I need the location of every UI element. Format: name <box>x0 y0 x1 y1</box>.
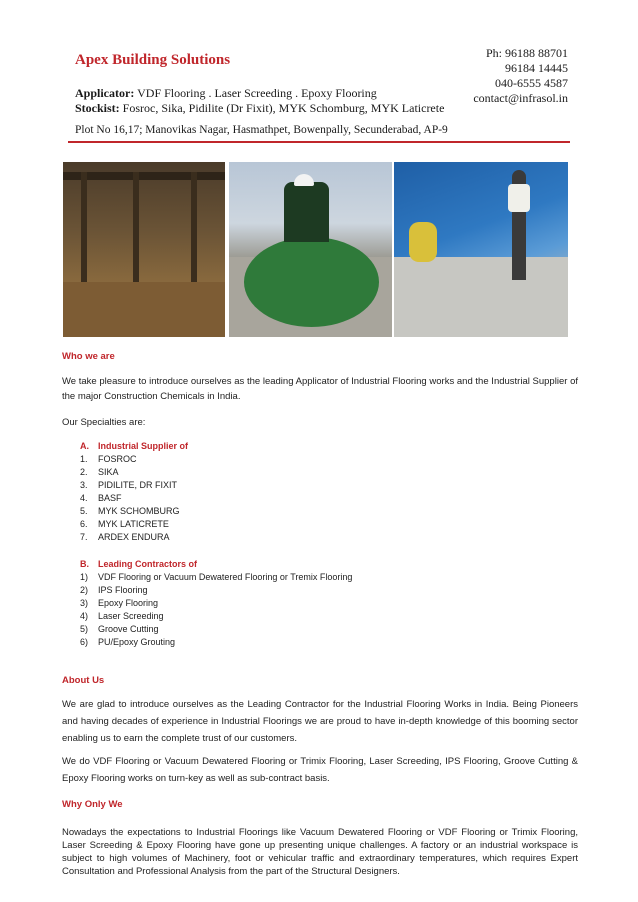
stockist-line <box>75 101 444 116</box>
list-text: SIKA <box>98 467 119 477</box>
supplier-list <box>80 440 188 544</box>
list-text: PU/Epoxy Grouting <box>98 637 176 647</box>
list-text: IPS Flooring <box>98 585 148 595</box>
photo-detail <box>294 174 314 186</box>
list-item <box>80 584 352 597</box>
photo-detail <box>81 172 87 292</box>
about-us-heading: About Us <box>62 675 105 686</box>
photo-power-trowel <box>229 162 392 337</box>
applicator-text: VDF Flooring . Laser Screeding . Epoxy Flooring <box>137 86 377 100</box>
list-item <box>80 597 352 610</box>
stockist-text: Fosroc, Sika, Pidilite (Dr Fixit), MYK Schomburg, MYK Laticrete <box>122 101 445 115</box>
photo-detail <box>133 172 139 292</box>
applicator-label: Applicator: <box>75 86 135 100</box>
about-us-para-1: We are glad to introduce ourselves as the Leading Contractor for the Industrial Flooring Works in India. Being Pioneers and having decades of experience in Industrial Floorings we are proud to have in-depth knowledge of this booming sector enabling us to earn the complete trust of our customers. <box>62 699 578 744</box>
list-text: MYK SCHOMBURG <box>98 506 180 516</box>
list-number: 4. <box>80 493 88 503</box>
about-us-para-2: We do VDF Flooring or Vacuum Dewatered Flooring or Trimix Flooring, Laser Screeding, IPS Flooring, Groove Cutting & Epoxy Flooring works on turn-key as well as sub-contract basis. <box>62 756 578 784</box>
list-number: 2. <box>80 467 88 477</box>
list-item <box>80 531 188 544</box>
list-text: Epoxy Flooring <box>98 598 159 608</box>
list-item <box>80 505 188 518</box>
list-number: 1) <box>80 572 89 582</box>
list-text: Groove Cutting <box>98 624 159 634</box>
photo-detail <box>191 172 197 292</box>
photo-detail <box>244 237 379 327</box>
list-number: 7. <box>80 532 88 542</box>
photo-detail <box>394 257 568 337</box>
list-text: PIDILITE, DR FIXIT <box>98 480 178 490</box>
contractor-list <box>80 558 352 649</box>
photo-detail <box>63 172 225 180</box>
list-number: 6) <box>80 637 89 647</box>
phone-3: 040-6555 4587 <box>495 76 568 90</box>
list-marker: B. <box>80 559 89 569</box>
list-item <box>80 518 188 531</box>
contractor-list-title <box>80 558 352 571</box>
header-divider <box>68 141 570 143</box>
list-item <box>80 571 352 584</box>
supplier-list-title <box>80 440 188 453</box>
applicator-line <box>75 86 377 101</box>
list-item <box>80 453 188 466</box>
list-item <box>80 492 188 505</box>
list-item <box>80 479 188 492</box>
list-text: ARDEX ENDURA <box>98 532 170 542</box>
list-text: BASF <box>98 493 122 503</box>
list-item <box>80 623 352 636</box>
address-line: Plot No 16,17; Manovikas Nagar, Hasmathpet, Bowenpally, Secunderabad, AP-9 <box>75 124 448 136</box>
who-we-are-heading: Who we are <box>62 351 115 362</box>
list-title: Industrial Supplier of <box>98 441 189 451</box>
why-only-we-heading: Why Only We <box>62 799 123 810</box>
list-text: Laser Screeding <box>98 611 164 621</box>
photo-epoxy-floor <box>394 162 568 337</box>
list-number: 5) <box>80 624 89 634</box>
list-text: VDF Flooring or Vacuum Dewatered Flooring or Tremix Flooring <box>98 572 353 582</box>
list-title: Leading Contractors of <box>98 559 198 569</box>
list-number: 2) <box>80 585 89 595</box>
stockist-label: Stockist: <box>75 101 120 115</box>
contact-block <box>473 46 568 106</box>
list-number: 3) <box>80 598 89 608</box>
list-text: FOSROC <box>98 454 137 464</box>
list-item <box>80 466 188 479</box>
list-text: MYK LATICRETE <box>98 519 169 529</box>
list-number: 6. <box>80 519 88 529</box>
phone-2: 96184 14445 <box>505 61 568 75</box>
photo-detail <box>409 222 437 262</box>
company-name: Apex Building Solutions <box>75 52 231 68</box>
who-we-are-intro: We take pleasure to introduce ourselves as the leading Applicator of Industrial Flooring works and the Industrial Supplier of the major Construction Chemicals in India. <box>62 376 578 402</box>
list-item <box>80 610 352 623</box>
contact-email: contact@infrasol.in <box>473 91 568 105</box>
list-number: 5. <box>80 506 88 516</box>
list-item <box>80 636 352 649</box>
list-number: 3. <box>80 480 88 490</box>
list-marker: A. <box>80 441 89 451</box>
list-number: 4) <box>80 611 89 621</box>
specialties-label: Our Specialties are: <box>62 417 146 428</box>
photo-warehouse-workers <box>63 162 225 337</box>
photo-detail <box>284 182 329 242</box>
why-only-we-para: Nowadays the expectations to Industrial Floorings like Vacuum Dewatered Flooring or VDF Flooring or Trimix Flooring, Laser Screeding & Epoxy Flooring have gone up presenting unique challenges. A factory or an industrial workspace is subject to high volumes of Machinery, foot or vehicular traffic and extraordinary temperatures, which requires Expert Consultation and Professional Analysis from the part of the Structural Designers. <box>62 827 578 877</box>
photo-detail <box>508 184 530 212</box>
phone-1: Ph: 96188 88701 <box>485 46 568 60</box>
list-number: 1. <box>80 454 88 464</box>
photo-detail <box>63 282 225 337</box>
